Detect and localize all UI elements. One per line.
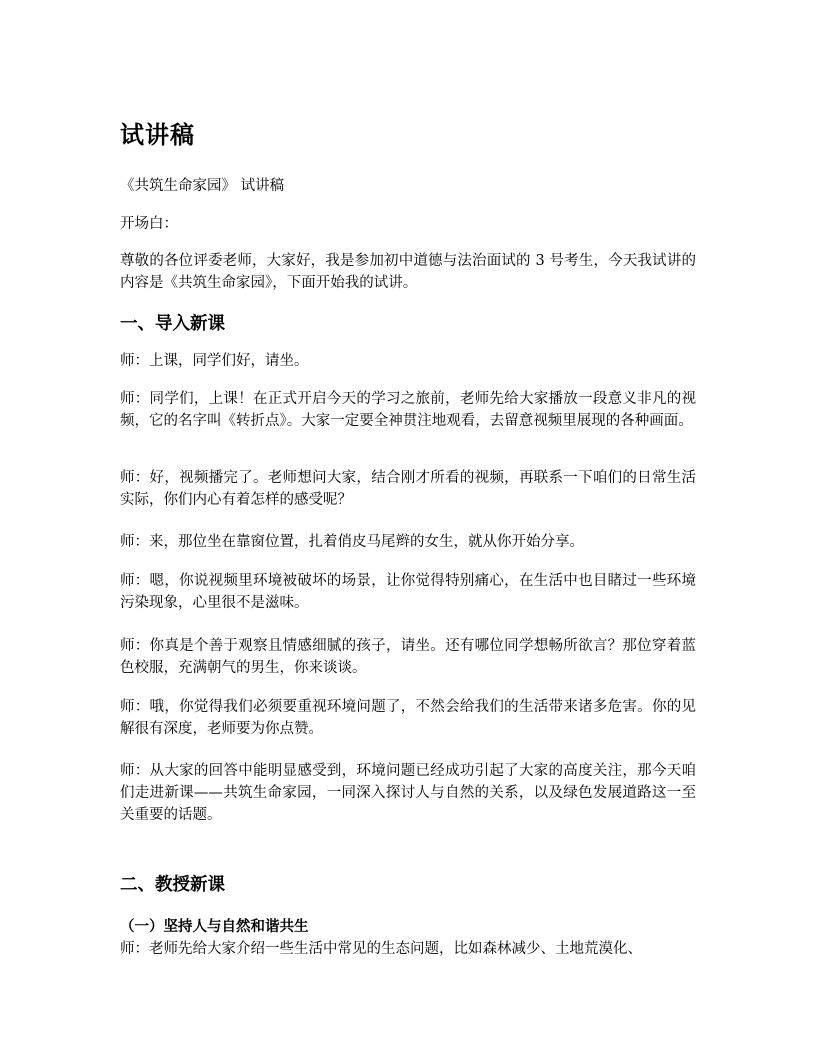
paragraph: 师：哦，你觉得我们必须要重视环境问题了，不然会给我们的生活带来诸多危害。你的见解很有深度，老师要为你点赞。	[120, 699, 696, 737]
paragraph: 师：同学们，上课！在正式开启今天的学习之旅前，老师先给大家播放一段意义非凡的视频，它的名字叫《转折点》。大家一定要全神贯注地观看，去留意视频里展现的各种画面。	[120, 391, 696, 429]
paragraph: 师：上课，同学们好，请坐。	[120, 353, 309, 369]
paragraph: 师：从大家的回答中能明显感受到，环境问题已经成功引起了大家的高度关注，那今天咱们走进新课——共筑生命家园，一同深入探讨人与自然的关系，以及绿色发展道路这一至关重要的话题。	[120, 763, 696, 823]
document-title: 试讲稿	[120, 120, 195, 149]
document-subtitle: 《共筑生命家园》 试讲稿	[120, 178, 285, 194]
paragraph: 师：来，那位坐在靠窗位置，扎着俏皮马尾辫的女生，就从你开始分享。	[120, 534, 584, 550]
opening-label: 开场白：	[120, 216, 178, 232]
section-heading-teaching: 二、教授新课	[120, 875, 225, 895]
paragraph: 师：嗯，你说视频里环境被破坏的场景，让你觉得特别痛心，在生活中也目睹过一些环境污染现象，心里很不是滋味。	[120, 573, 696, 611]
opening-paragraph: 尊敬的各位评委老师，大家好，我是参加初中道德与法治面试的 3 号考生，今天我试讲的内容是《共筑生命家园》，下面开始我的试讲。	[120, 253, 696, 291]
subsection-heading: （一）坚持人与自然和谐共生	[120, 918, 309, 935]
paragraph: 师：老师先给大家介绍一些生活中常见的生态问题，比如森林减少、土地荒漠化、	[120, 941, 642, 957]
paragraph: 师：你真是个善于观察且情感细腻的孩子，请坐。还有哪位同学想畅所欲言？那位穿着蓝色校服，充满朝气的男生，你来谈谈。	[120, 638, 696, 676]
paragraph: 师：好，视频播完了。老师想问大家，结合刚才所看的视频，再联系一下咱们的日常生活实际，你们内心有着怎样的感受呢？	[120, 470, 696, 508]
section-heading-intro: 一、导入新课	[120, 314, 225, 334]
